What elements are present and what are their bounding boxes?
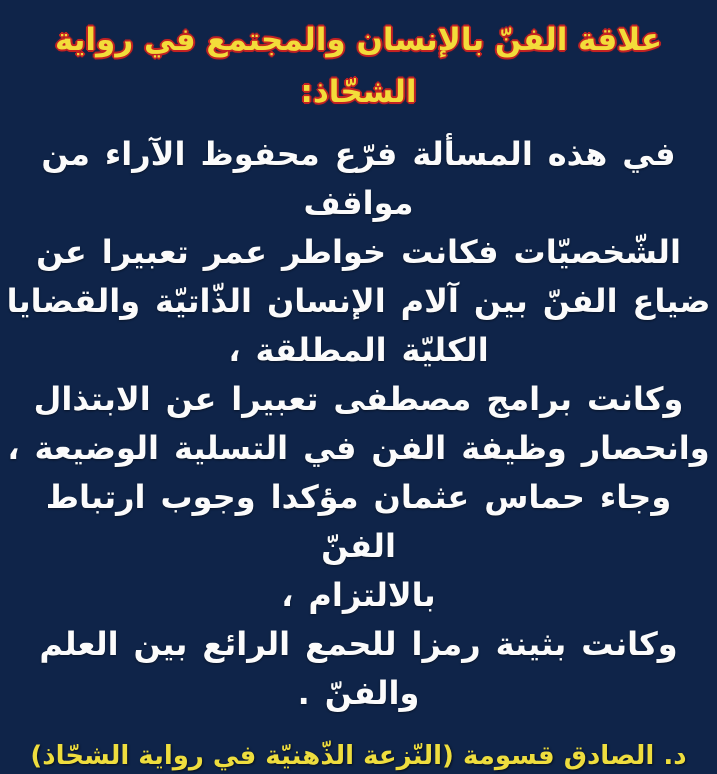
author-credit: د. الصادق قسومة (النّزعة الذّهنيّة في رواية الشحّاذ) bbox=[30, 741, 687, 771]
body-line: في هذه المسألة فرّع محفوظ الآراء من مواقف bbox=[41, 135, 676, 222]
body-line: والفنّ . bbox=[297, 674, 420, 712]
body-line: الشّخصيّات فكانت خواطر عمر تعبيرا عن bbox=[36, 233, 681, 271]
body-line: الكليّة المطلقة ، bbox=[228, 331, 489, 369]
body-line: ضياع الفنّ بين آلام الإنسان الذّاتيّة والقضايا bbox=[6, 282, 711, 320]
body-line: بالالتزام ، bbox=[281, 576, 436, 614]
body-line: وكانت برامج مصطفى تعبيرا عن الابتذال bbox=[33, 380, 684, 418]
body-line: وجاء حماس عثمان مؤكدا وجوب ارتباط الفنّ bbox=[45, 478, 672, 565]
body-text bbox=[0, 130, 717, 718]
body-line: وانحصار وظيفة الفن في التسلية الوضيعة ، bbox=[7, 429, 710, 467]
page-title: علاقة الفنّ بالإنسان والمجتمع في رواية الشحّاذ: bbox=[54, 22, 662, 110]
body-line: وكانت بثينة رمزا للحمع الرائع بين العلم bbox=[39, 625, 678, 663]
